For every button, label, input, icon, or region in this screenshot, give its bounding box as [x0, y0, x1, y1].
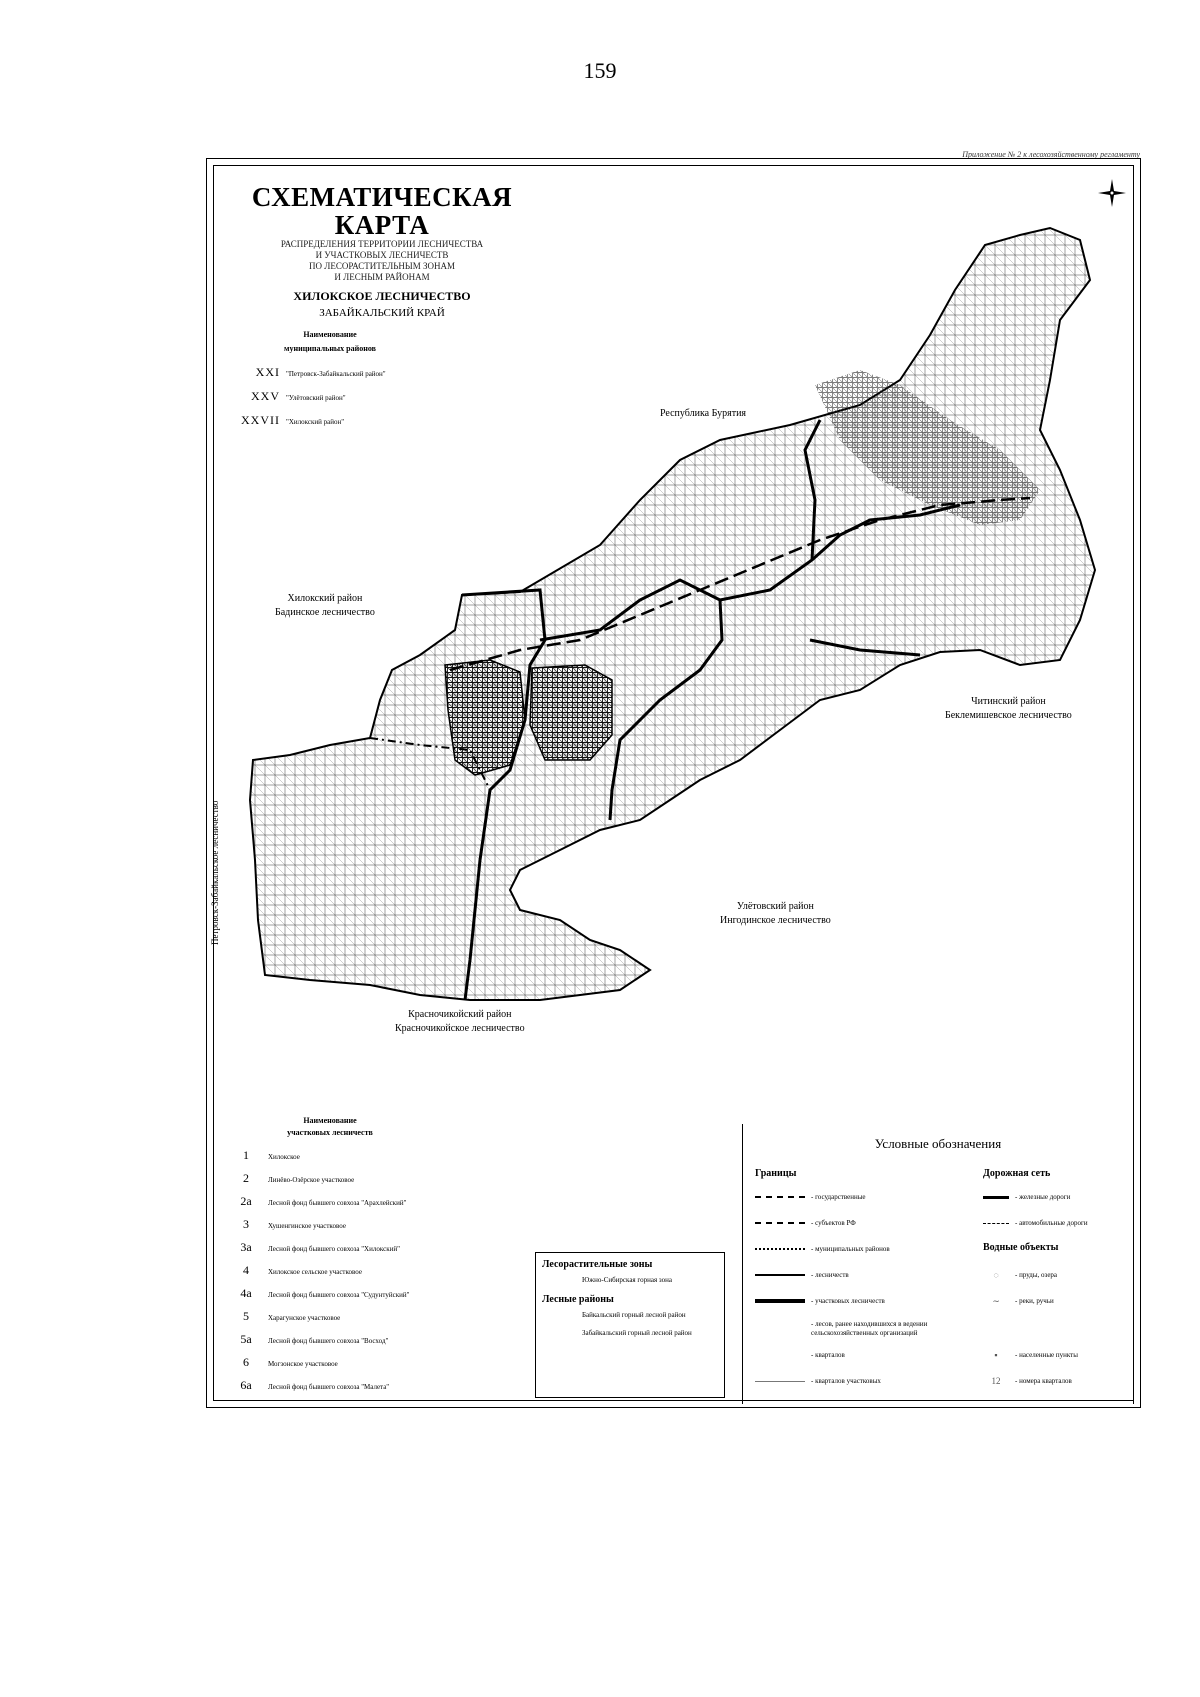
label-uletovsky-district — [720, 900, 831, 928]
district-number: 4 — [243, 1263, 249, 1277]
border-agricultural-label: - лесов, ранее находившихся в ведении сельскохозяйственных организаций — [811, 1320, 928, 1337]
municipal-legend-heading: муниципальных районов — [284, 344, 376, 353]
district-name: Линёво-Озёрское участковое — [268, 1176, 355, 1184]
district-name: Лесной фонд бывшего совхоза "Арахлейский" — [268, 1199, 407, 1207]
district-legend-item — [230, 1194, 520, 1208]
district-number: 3а — [240, 1240, 252, 1254]
border-municipal-symbol — [755, 1248, 805, 1250]
municipal-roman-number: XXI — [255, 365, 280, 379]
border-forestry-symbol — [755, 1274, 805, 1276]
railway-label: - железные дороги — [1015, 1193, 1071, 1201]
border-agricultural-row — [811, 1320, 971, 1338]
label-chita-district — [945, 695, 1072, 723]
district-legend-item — [230, 1309, 520, 1323]
district-name: Харагунское участковое — [268, 1314, 341, 1322]
municipal-legend-heading: Наименование — [303, 330, 357, 339]
district-legend-item — [230, 1148, 520, 1162]
municipal-legend-item — [230, 413, 490, 428]
label-krasnochikoy-district — [395, 1008, 525, 1036]
district-name: Хилокское — [268, 1153, 300, 1161]
region-name: ЗАБАЙКАЛЬСКИЙ КРАЙ — [319, 307, 445, 319]
forest-district-item: Забайкальский горный лесной район — [582, 1329, 692, 1337]
forestry-name: ХИЛОКСКОЕ ЛЕСНИЧЕСТВО — [293, 289, 471, 303]
label-uletovsky-line: Ингодинское лесничество — [720, 915, 831, 926]
municipal-legend-item — [230, 365, 490, 380]
zones-heading: Лесорастительные зоны — [542, 1259, 653, 1270]
district-legend-heading: Наименование — [303, 1116, 357, 1125]
border-quarter-symbol — [755, 1381, 805, 1382]
district-legend-item — [230, 1217, 520, 1231]
district-number: 3 — [243, 1217, 249, 1231]
border-country-label: - государственные — [811, 1193, 866, 1201]
district-number: 5а — [240, 1332, 252, 1346]
district-name: Могзонское участковое — [268, 1360, 338, 1368]
border-federal-symbol — [755, 1222, 805, 1224]
border-municipal-row — [755, 1242, 890, 1256]
district-legend-item — [230, 1263, 520, 1277]
water-heading: Водные объекты — [983, 1242, 1059, 1253]
border-quarters-label: - кварталов — [811, 1351, 845, 1359]
district-legend-heading: участковых лесничеств — [287, 1128, 373, 1137]
district-number: 2а — [240, 1194, 252, 1208]
municipal-name: "Улётовский район" — [286, 394, 346, 402]
river-icon: ∼ — [992, 1295, 1000, 1306]
border-quarter-districts-row — [755, 1374, 881, 1388]
district-legend — [230, 1115, 520, 1392]
border-quarters-row — [811, 1348, 845, 1362]
district-number: 6 — [243, 1355, 249, 1369]
municipal-roman-number: XXVII — [241, 413, 280, 427]
roads-heading: Дорожная сеть — [983, 1168, 1051, 1179]
district-name: Лесной фонд бывшего совхоза "Хилокский" — [268, 1245, 400, 1253]
district-name: Хилокское сельское участковое — [268, 1268, 362, 1276]
district-legend-item — [230, 1355, 520, 1369]
quarter-number-icon: 12 — [991, 1376, 1001, 1386]
water-lakes-label: - пруды, озера — [1015, 1271, 1058, 1279]
label-chita-line: Беклемишевское лесничество — [945, 710, 1072, 721]
road-label: - автомобильные дороги — [1015, 1219, 1088, 1227]
forest-zones-legend — [535, 1252, 725, 1398]
quarter-numbers-row — [983, 1374, 1072, 1388]
border-forestry-row — [755, 1268, 849, 1282]
district-legend-item — [230, 1378, 520, 1392]
water-rivers-label: - реки, ручьи — [1015, 1297, 1054, 1305]
lake-icon: ◌ — [993, 1270, 999, 1280]
compass-rose-icon — [1097, 178, 1127, 208]
railway-symbol — [983, 1196, 1009, 1199]
label-krasnochikoy-line: Красночикойский район — [408, 1009, 512, 1020]
border-federal-row — [755, 1216, 856, 1230]
subtitle-line: ПО ЛЕСОРАСТИТЕЛЬНЫМ ЗОНАМ — [308, 261, 456, 271]
conventions-legend — [742, 1124, 1134, 1404]
district-name: Лесной фонд бывшего совхоза "Судунтуйский" — [268, 1291, 410, 1299]
border-forestry-label: - лесничеств — [811, 1271, 849, 1279]
district-name: Лесной фонд бывшего совхоза "Восход" — [268, 1337, 389, 1345]
borders-heading: Границы — [755, 1168, 797, 1179]
forest-district-item: Байкальский горный лесной район — [582, 1311, 686, 1319]
district-number: 4а — [240, 1286, 252, 1300]
district-legend-item — [230, 1240, 520, 1254]
subtitle-line: И ЛЕСНЫМ РАЙОНАМ — [334, 272, 430, 282]
district-name: Хушенгинское участковое — [268, 1222, 346, 1230]
district-legend-item — [230, 1286, 520, 1300]
border-federal-label: - субъектов РФ — [811, 1219, 856, 1227]
label-chita-line: Читинский район — [971, 696, 1046, 707]
quarter-numbers-label: - номера кварталов — [1015, 1377, 1072, 1385]
subtitle-line: И УЧАСТКОВЫХ ЛЕСНИЧЕСТВ — [315, 250, 449, 260]
border-municipal-label: - муниципальных районов — [811, 1245, 890, 1253]
dense-forest-area-center — [530, 665, 612, 760]
label-uletovsky-line: Улётовский район — [736, 901, 814, 912]
page-number: 159 — [583, 58, 617, 83]
water-lakes-row — [983, 1268, 1057, 1282]
forest-districts-heading: Лесные районы — [542, 1294, 614, 1305]
appendix-note: Приложение № 2 к лесохозяйственному регламенту — [962, 150, 1140, 159]
subtitle-line: РАСПРЕДЕЛЕНИЯ ТЕРРИТОРИИ ЛЕСНИЧЕСТВА — [280, 239, 484, 249]
road-railway-row — [983, 1190, 1070, 1204]
label-krasnochikoy-line: Красночикойское лесничество — [395, 1023, 525, 1034]
district-number: 1 — [243, 1148, 249, 1162]
district-name: Лесной фонд бывшего совхоза "Малета" — [268, 1383, 390, 1391]
map-title: СХЕМАТИЧЕСКАЯ КАРТА — [251, 182, 513, 240]
district-legend-item — [230, 1332, 520, 1346]
label-khilok-line: Хилокский район — [287, 593, 363, 604]
border-country-symbol — [755, 1196, 805, 1198]
label-khilok-district — [275, 592, 375, 620]
municipal-name: "Хилокский район" — [286, 418, 345, 426]
settlement-icon: ▪ — [994, 1350, 998, 1360]
municipal-roman-number: XXV — [251, 389, 280, 403]
settlements-row — [983, 1348, 1078, 1362]
border-district-symbol — [755, 1299, 805, 1303]
water-rivers-row — [983, 1294, 1054, 1308]
municipal-legend — [230, 328, 490, 428]
border-quarter-districts-label: - кварталов участковых — [811, 1377, 881, 1385]
zone-item: Южно-Сибирская горная зона — [582, 1276, 672, 1284]
settlements-label: - населенные пункты — [1015, 1351, 1078, 1359]
district-number: 5 — [243, 1309, 249, 1323]
label-buryatia: Республика Бурятия — [660, 408, 747, 419]
label-khilok-line: Бадинское лесничество — [275, 607, 375, 618]
district-number: 6а — [240, 1378, 252, 1392]
municipal-legend-item — [230, 389, 490, 404]
map-title-block — [212, 183, 552, 320]
municipal-name: "Петровск-Забайкальский район" — [286, 370, 386, 378]
district-number: 2 — [243, 1171, 249, 1185]
border-district-row — [755, 1294, 885, 1308]
road-auto-row — [983, 1216, 1088, 1230]
border-country-row — [755, 1190, 866, 1204]
road-symbol — [983, 1223, 1009, 1224]
border-district-label: - участковых лесничеств — [811, 1297, 885, 1305]
district-legend-item — [230, 1171, 520, 1185]
label-petrovsk-forestry: Петровск-Забайкальское лесничество — [210, 800, 220, 945]
conventions-title: Условные обозначения — [874, 1136, 1002, 1151]
